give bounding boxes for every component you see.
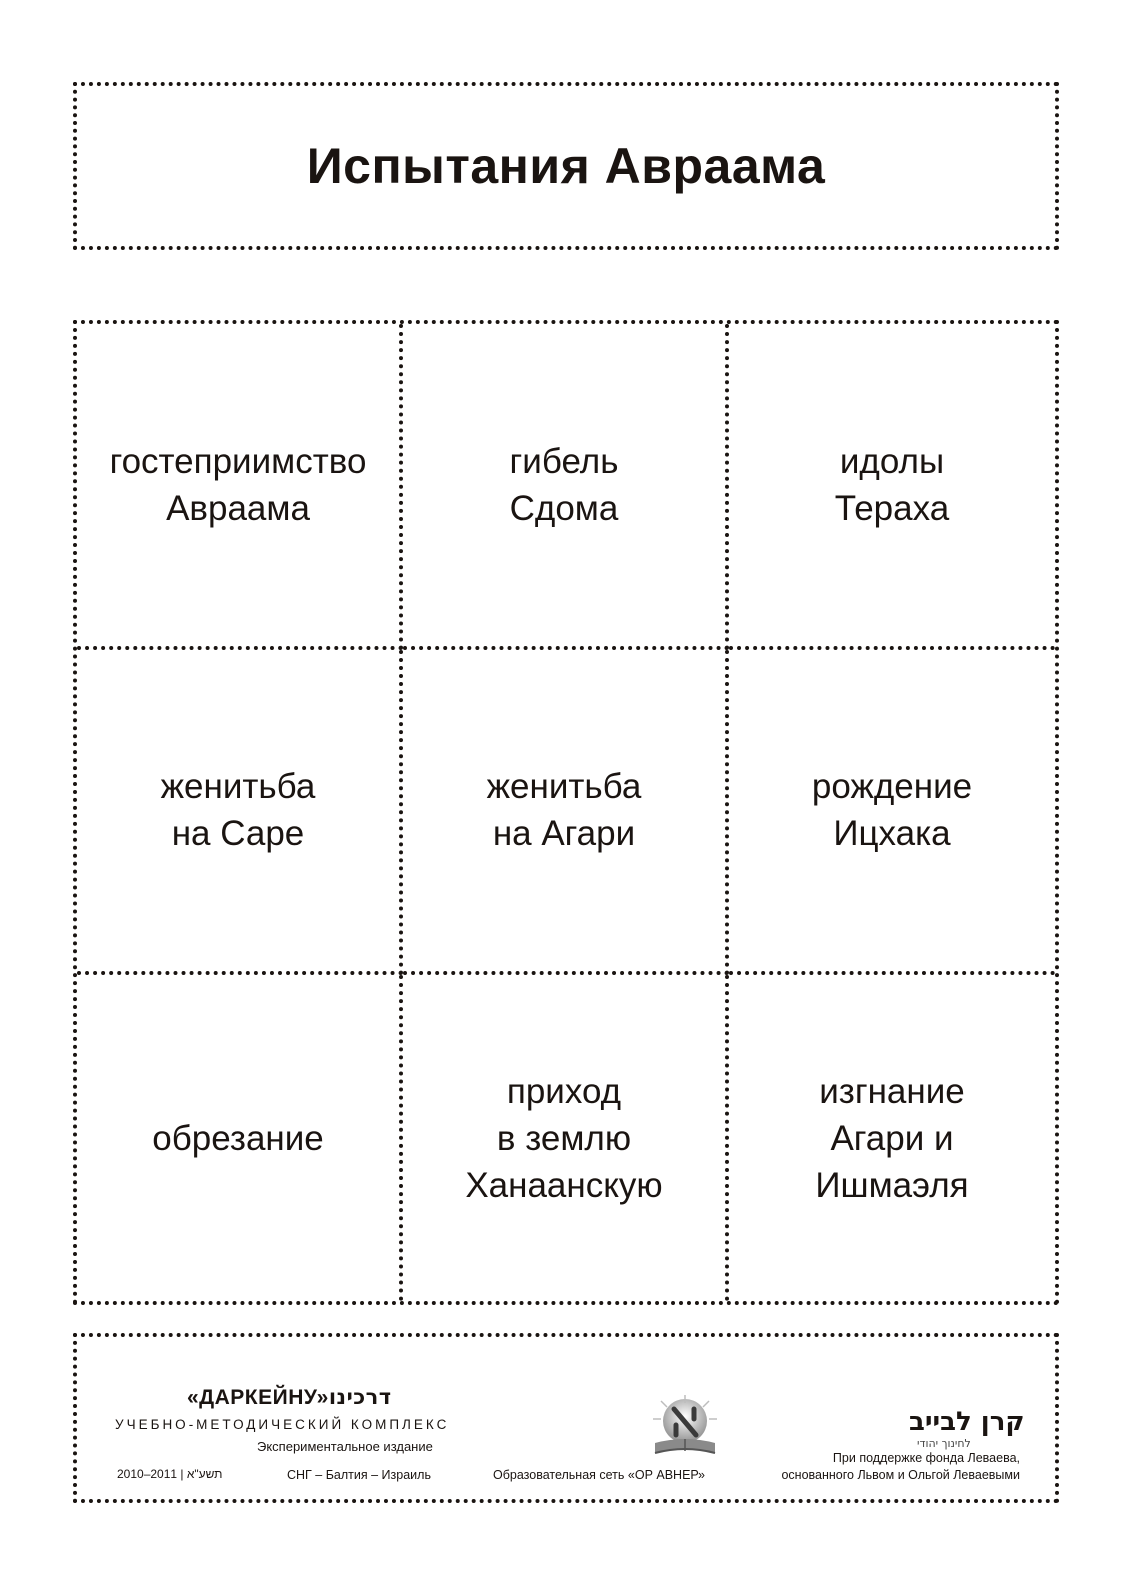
card bbox=[77, 650, 403, 976]
edition-note: Экспериментальное издание bbox=[257, 1439, 433, 1454]
card-text bbox=[110, 438, 367, 532]
card-text bbox=[161, 763, 316, 857]
page-title: Испытания Авраама bbox=[306, 138, 826, 194]
card bbox=[77, 324, 403, 650]
card-text bbox=[152, 1115, 324, 1162]
card-line: Тераха bbox=[834, 488, 950, 528]
card-text bbox=[812, 763, 972, 857]
card-text bbox=[487, 763, 642, 857]
card-line: Агари и bbox=[830, 1118, 954, 1158]
card bbox=[729, 324, 1055, 650]
card-line: идолы bbox=[839, 441, 945, 481]
card-line: женитьба bbox=[160, 767, 316, 807]
card-line: изгнание bbox=[819, 1071, 965, 1111]
card-line: Ишмаэля bbox=[815, 1165, 969, 1205]
card-line: женитьба bbox=[486, 767, 642, 807]
cards-grid bbox=[73, 320, 1059, 1305]
years: 2010–2011 | תשע"א bbox=[117, 1467, 223, 1481]
card-text bbox=[835, 438, 949, 532]
card bbox=[403, 975, 729, 1301]
card-line: гостеприимство bbox=[109, 441, 367, 481]
brand-title bbox=[187, 1385, 392, 1410]
keren-logo-sub: לחינוך יהודי bbox=[917, 1437, 971, 1450]
keren-logo: קרן לבייב bbox=[909, 1407, 1025, 1437]
card-line: рождение bbox=[811, 767, 973, 807]
card-line: обрезание bbox=[152, 1118, 324, 1158]
region: СНГ – Балтия – Израиль bbox=[287, 1468, 431, 1482]
or-avner-logo-icon bbox=[649, 1395, 721, 1461]
card-text bbox=[510, 438, 619, 532]
card-line: Ицхака bbox=[833, 814, 951, 854]
footer bbox=[73, 1333, 1059, 1503]
card-line: в землю bbox=[496, 1118, 632, 1158]
card-line: Сдома bbox=[509, 488, 619, 528]
card-line: на Агари bbox=[492, 814, 636, 854]
card bbox=[77, 975, 403, 1301]
card-line: приход bbox=[506, 1071, 622, 1111]
card bbox=[729, 975, 1055, 1301]
card bbox=[403, 650, 729, 976]
network-caption: Образовательная сеть «ОР АВНЕР» bbox=[493, 1468, 705, 1482]
card-line: гибель bbox=[509, 441, 619, 481]
card-text bbox=[815, 1068, 968, 1209]
support-line-2: основанного Львом и Ольгой Леваевыми bbox=[781, 1468, 1020, 1482]
card-line: на Саре bbox=[171, 814, 305, 854]
card-line: Авраама bbox=[166, 488, 310, 528]
title-box bbox=[73, 82, 1059, 250]
card bbox=[403, 324, 729, 650]
card-line: Ханаанскую bbox=[465, 1165, 663, 1205]
brand-he: דרכינו bbox=[328, 1385, 392, 1409]
brand-subtitle: УЧЕБНО-МЕТОДИЧЕСКИЙ КОМПЛЕКС bbox=[115, 1417, 450, 1432]
brand-ru: «ДАРКЕЙНУ» bbox=[187, 1386, 329, 1409]
card bbox=[729, 650, 1055, 976]
card-text bbox=[465, 1068, 662, 1209]
support-line-1: При поддержке фонда Леваева, bbox=[832, 1451, 1020, 1465]
